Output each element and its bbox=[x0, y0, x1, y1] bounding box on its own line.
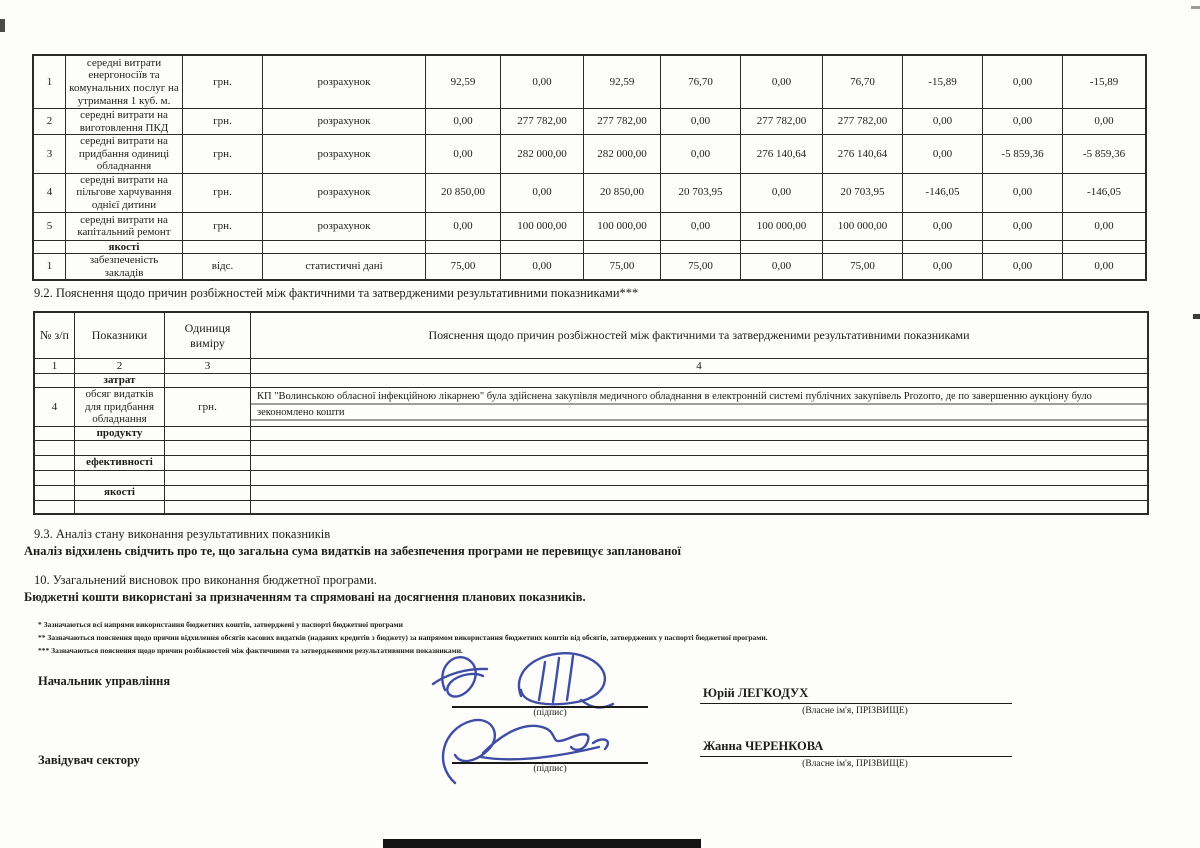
empty-cell bbox=[983, 240, 1063, 254]
signer-role-1: Начальник управління bbox=[38, 674, 171, 688]
unit: грн. bbox=[183, 135, 263, 174]
indicator-name: середні витрати на пільгове харчування однієї дитини bbox=[66, 173, 183, 212]
empty-row bbox=[35, 470, 1148, 485]
section-9-2-heading: 9.2. Пояснення щодо причин розбіжностей між фактичними та затвердженими результативними показниками*** bbox=[34, 286, 639, 300]
empty-cell bbox=[35, 470, 75, 485]
signer-name-1: Юрій ЛЕГКОДУХ bbox=[703, 686, 809, 700]
discrepancy-explanations-table bbox=[34, 312, 1148, 514]
empty-cell bbox=[426, 240, 501, 254]
value-cell: 0,00 bbox=[426, 135, 501, 174]
empty-cell bbox=[35, 374, 75, 388]
empty-cell bbox=[165, 500, 251, 513]
value-cell: 276 140,64 bbox=[741, 135, 823, 174]
empty-cell bbox=[75, 500, 165, 513]
value-cell: -5 859,36 bbox=[1063, 135, 1146, 174]
empty-cell bbox=[251, 500, 1148, 513]
empty-cell bbox=[35, 440, 75, 455]
section-label: затрат bbox=[75, 374, 165, 388]
value-cell: 76,70 bbox=[661, 56, 741, 109]
indicator-name: середні витрати енергоносіїв та комунальних послуг на утримання 1 куб. м. bbox=[66, 56, 183, 109]
value-cell: 282 000,00 bbox=[501, 135, 584, 174]
table-row bbox=[34, 254, 1146, 280]
section-9-3-title: 9.3. Аналіз стану виконання результативних показників bbox=[34, 527, 331, 541]
value-cell: 0,00 bbox=[501, 56, 584, 109]
col-number: 4 bbox=[251, 359, 1148, 374]
empty-row bbox=[35, 440, 1148, 455]
value-cell: 277 782,00 bbox=[823, 109, 903, 135]
value-cell: 0,00 bbox=[983, 56, 1063, 109]
empty-cell bbox=[165, 374, 251, 388]
value-cell: 0,00 bbox=[426, 109, 501, 135]
value-cell: 0,00 bbox=[741, 254, 823, 280]
signature-ink-2 bbox=[425, 703, 665, 788]
value-cell: 0,00 bbox=[741, 56, 823, 109]
section-row bbox=[35, 426, 1148, 440]
unit: відс. bbox=[183, 254, 263, 280]
empty-cell bbox=[263, 240, 426, 254]
table-row bbox=[34, 135, 1146, 174]
col-number: 3 bbox=[165, 359, 251, 374]
value-cell: -15,89 bbox=[1063, 56, 1146, 109]
value-cell: 277 782,00 bbox=[501, 109, 584, 135]
value-cell: 100 000,00 bbox=[584, 212, 661, 240]
value-cell: 0,00 bbox=[1063, 212, 1146, 240]
name-line-2 bbox=[700, 756, 1012, 757]
unit: грн. bbox=[183, 212, 263, 240]
section-10-statement: Бюджетні кошти використані за призначенням та спрямовані на досягнення планових показників. bbox=[24, 590, 586, 604]
row-num: 1 bbox=[34, 56, 66, 109]
value-cell: 100 000,00 bbox=[741, 212, 823, 240]
value-cell: 0,00 bbox=[661, 109, 741, 135]
data-source: статистичні дані bbox=[263, 254, 426, 280]
value-cell: 92,59 bbox=[426, 56, 501, 109]
value-cell: 75,00 bbox=[661, 254, 741, 280]
row-num: 4 bbox=[34, 173, 66, 212]
empty-cell bbox=[501, 240, 584, 254]
row-num: 3 bbox=[34, 135, 66, 174]
unit: грн. bbox=[183, 173, 263, 212]
value-cell: 0,00 bbox=[501, 173, 584, 212]
value-cell: 75,00 bbox=[823, 254, 903, 280]
value-cell: 20 850,00 bbox=[584, 173, 661, 212]
signature-caption-1: (підпис) bbox=[533, 708, 567, 718]
empty-cell bbox=[35, 500, 75, 513]
empty-cell bbox=[251, 470, 1148, 485]
col-header-explanation: Пояснення щодо причин розбіжностей між фактичними та затвердженими результативними показниками bbox=[251, 313, 1148, 359]
value-cell: 0,00 bbox=[903, 135, 983, 174]
col-number: 1 bbox=[35, 359, 75, 374]
empty-cell bbox=[741, 240, 823, 254]
value-cell: -5 859,36 bbox=[983, 135, 1063, 174]
section-label: продукту bbox=[75, 426, 165, 440]
value-cell: 0,00 bbox=[983, 254, 1063, 280]
value-cell: 0,00 bbox=[983, 173, 1063, 212]
section-row bbox=[34, 240, 1146, 254]
value-cell: 277 782,00 bbox=[741, 109, 823, 135]
value-cell: 0,00 bbox=[903, 254, 983, 280]
results-indicators-table bbox=[33, 55, 1146, 280]
empty-cell bbox=[35, 485, 75, 500]
section-row bbox=[35, 485, 1148, 500]
empty-cell bbox=[823, 240, 903, 254]
value-cell: 0,00 bbox=[1063, 254, 1146, 280]
table-row bbox=[35, 388, 1148, 427]
value-cell: 20 703,95 bbox=[661, 173, 741, 212]
value-cell: -146,05 bbox=[903, 173, 983, 212]
footnote-2: ** Зазначаються пояснення щодо причин відхилення обсягів касових видатків (наданих кредитів з бюджету) за напрямом використання бюджетних коштів від обсягів, затверджених у паспорті бюджетної програми. bbox=[38, 633, 768, 642]
explanation-text: КП "Волинською обласної інфекційною лікарнею" була здійснена закупівля медичного обладнання в електронній системі публічних закупівель Prozorro, де по завершенню аукціону було зекономлено кошти bbox=[251, 388, 1148, 427]
empty-cell bbox=[165, 455, 251, 470]
table-row bbox=[34, 109, 1146, 135]
empty-cell bbox=[251, 440, 1148, 455]
empty-cell bbox=[35, 455, 75, 470]
table-row bbox=[34, 173, 1146, 212]
scan-artifact-left-edge bbox=[0, 19, 5, 32]
empty-cell bbox=[661, 240, 741, 254]
scan-artifact-right-edge bbox=[1193, 314, 1200, 319]
indicator-name: середні витрати на капітальний ремонт bbox=[66, 212, 183, 240]
empty-cell bbox=[75, 470, 165, 485]
empty-cell bbox=[35, 426, 75, 440]
row-num: 1 bbox=[34, 254, 66, 280]
value-cell: 20 850,00 bbox=[426, 173, 501, 212]
value-cell: 277 782,00 bbox=[584, 109, 661, 135]
row-num: 4 bbox=[35, 388, 75, 427]
value-cell: 0,00 bbox=[1063, 109, 1146, 135]
header-row bbox=[35, 313, 1148, 359]
empty-cell bbox=[251, 426, 1148, 440]
empty-row bbox=[35, 500, 1148, 513]
value-cell: 0,00 bbox=[903, 109, 983, 135]
empty-cell bbox=[75, 440, 165, 455]
empty-cell bbox=[165, 470, 251, 485]
section-10-title: 10. Узагальнений висновок про виконання бюджетної програми. bbox=[34, 573, 377, 587]
indicator-name: забезпеченість закладів bbox=[66, 254, 183, 280]
col-header-unit: Одиниця виміру bbox=[165, 313, 251, 359]
unit: грн. bbox=[165, 388, 251, 427]
unit: грн. bbox=[183, 56, 263, 109]
value-cell: 0,00 bbox=[983, 212, 1063, 240]
signature-caption-2: (підпис) bbox=[533, 764, 567, 774]
indicator-name: середні витрати на придбання одиниці обладнання bbox=[66, 135, 183, 174]
footnote-3: *** Зазначаються пояснення щодо причин розбіжностей між фактичними та затвердженими результативними показниками. bbox=[38, 646, 463, 655]
value-cell: 75,00 bbox=[426, 254, 501, 280]
row-num: 5 bbox=[34, 212, 66, 240]
value-cell: -146,05 bbox=[1063, 173, 1146, 212]
empty-cell bbox=[584, 240, 661, 254]
empty-cell bbox=[1063, 240, 1146, 254]
value-cell: 0,00 bbox=[661, 212, 741, 240]
row-num: 2 bbox=[34, 109, 66, 135]
name-line-1 bbox=[700, 703, 1012, 704]
value-cell: 92,59 bbox=[584, 56, 661, 109]
value-cell: 282 000,00 bbox=[584, 135, 661, 174]
empty-cell bbox=[251, 374, 1148, 388]
scan-artifact-bottom-bar bbox=[383, 839, 701, 848]
footnote-1: * Зазначаються всі напрями використання бюджетних коштів, затверджені у паспорті бюджетної програми bbox=[38, 620, 403, 629]
value-cell: 0,00 bbox=[661, 135, 741, 174]
data-source: розрахунок bbox=[263, 56, 426, 109]
section-label: якості bbox=[66, 240, 183, 254]
signer-role-2: Завідувач сектору bbox=[38, 753, 141, 767]
section-row bbox=[35, 374, 1148, 388]
value-cell: 0,00 bbox=[983, 109, 1063, 135]
value-cell: 276 140,64 bbox=[823, 135, 903, 174]
empty-cell bbox=[903, 240, 983, 254]
empty-cell bbox=[183, 240, 263, 254]
name-caption-1: (Власне ім'я, ПРІЗВИЩЕ) bbox=[802, 706, 908, 716]
section-9-3-statement: Аналіз відхилень свідчить про те, що загальна сума видатків на забезпечення програми не перевищує запланованої bbox=[24, 544, 682, 558]
data-source: розрахунок bbox=[263, 109, 426, 135]
scan-artifact-top-right bbox=[1191, 6, 1200, 9]
value-cell: 0,00 bbox=[903, 212, 983, 240]
section-label: якості bbox=[75, 485, 165, 500]
signer-name-2: Жанна ЧЕРЕНКОВА bbox=[703, 739, 824, 753]
empty-cell bbox=[165, 440, 251, 455]
data-source: розрахунок bbox=[263, 212, 426, 240]
empty-cell bbox=[165, 426, 251, 440]
data-source: розрахунок bbox=[263, 135, 426, 174]
value-cell: 100 000,00 bbox=[501, 212, 584, 240]
indicator-name: середні витрати на виготовлення ПКД bbox=[66, 109, 183, 135]
empty-cell bbox=[34, 240, 66, 254]
value-cell: 100 000,00 bbox=[823, 212, 903, 240]
table-row bbox=[34, 212, 1146, 240]
section-label: ефективності bbox=[75, 455, 165, 470]
value-cell: 76,70 bbox=[823, 56, 903, 109]
col-number: 2 bbox=[75, 359, 165, 374]
empty-cell bbox=[251, 455, 1148, 470]
col-header-indicators: Показники bbox=[75, 313, 165, 359]
empty-cell bbox=[251, 485, 1148, 500]
section-row bbox=[35, 455, 1148, 470]
value-cell: 0,00 bbox=[501, 254, 584, 280]
col-header-num: № з/п bbox=[35, 313, 75, 359]
data-source: розрахунок bbox=[263, 173, 426, 212]
value-cell: 75,00 bbox=[584, 254, 661, 280]
indicator-name: обсяг видатків для придбання обладнання bbox=[75, 388, 165, 427]
empty-cell bbox=[165, 485, 251, 500]
name-caption-2: (Власне ім'я, ПРІЗВИЩЕ) bbox=[802, 759, 908, 769]
table-row bbox=[34, 56, 1146, 109]
value-cell: 20 703,95 bbox=[823, 173, 903, 212]
unit: грн. bbox=[183, 109, 263, 135]
value-cell: -15,89 bbox=[903, 56, 983, 109]
value-cell: 0,00 bbox=[426, 212, 501, 240]
column-numbers-row bbox=[35, 359, 1148, 374]
value-cell: 0,00 bbox=[741, 173, 823, 212]
